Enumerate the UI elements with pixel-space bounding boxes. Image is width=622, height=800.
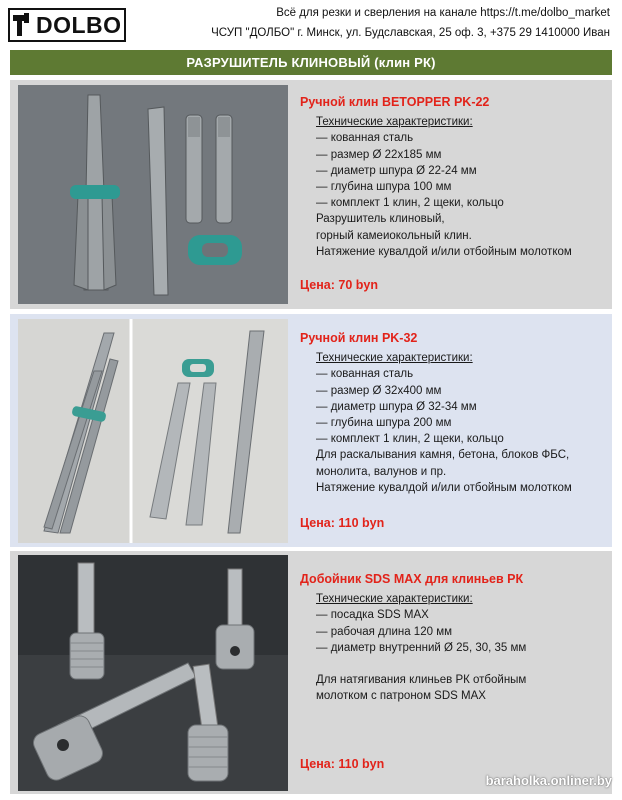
header-channel-line: Всё для резки и сверления на канале https://t.me/dolbo_market: [276, 7, 610, 19]
dolbo-logo: [8, 8, 126, 42]
description-line: молотком с патроном SDS MAX: [316, 690, 486, 703]
product-price: Цена: 110 byn: [300, 516, 385, 530]
product-title: Ручной клин BETOPPER PK-22: [300, 95, 490, 109]
spec-item: — глубина шпура 200 мм: [316, 417, 452, 430]
product-title: Добойник SDS MAX для клиньев РК: [300, 572, 524, 586]
spec-item: — посадка SDS MAX: [316, 609, 429, 622]
spec-item: — комплект 1 клин, 2 щеки, кольцо: [316, 197, 504, 210]
product-price: Цена: 110 byn: [300, 757, 385, 771]
page-title: РАЗРУШИТЕЛЬ КЛИНОВЫЙ (клин РК): [10, 50, 612, 75]
description-line: Натяжение кувалдой и/или отбойным молотком: [316, 481, 572, 494]
product-title: Ручной клин PK-32: [300, 331, 418, 345]
description-line: Разрушитель клиновый,: [316, 213, 445, 226]
spec-item: — рабочая длина 120 мм: [316, 625, 453, 638]
specs-heading: Технические характеристики:: [316, 352, 473, 365]
product-info-pk32: [300, 330, 606, 496]
spec-item: — кованная сталь: [316, 368, 414, 381]
spec-item: — диаметр внутренний Ø 25, 30, 35 мм: [316, 641, 527, 654]
specs-heading: Технические характеристики:: [316, 116, 473, 129]
product-info-sds-max: [300, 571, 606, 704]
spec-item: — комплект 1 клин, 2 щеки, кольцо: [316, 433, 504, 446]
spec-item: — размер Ø 32х400 мм: [316, 384, 442, 397]
spec-item: — глубина шпура 100 мм: [316, 181, 452, 194]
description-line: горный камеиокольный клин.: [316, 229, 472, 242]
spec-item: — диаметр шпура Ø 22-24 мм: [316, 164, 477, 177]
logo-text: DOLBO: [36, 11, 122, 38]
product-info-pk22: [300, 94, 606, 260]
spec-item: — кованная сталь: [316, 132, 414, 145]
description-line: Для раскалывания камня, бетона, блоков ФБС,: [316, 449, 570, 462]
product-section-2: [10, 314, 612, 547]
product-section-3: [10, 551, 612, 794]
product-section-1: [10, 80, 612, 309]
spec-item: — диаметр шпура Ø 32-34 мм: [316, 400, 477, 413]
description-line: Для натягивания клиньев РК отбойным: [316, 674, 527, 687]
product-price: Цена: 70 byn: [300, 278, 378, 292]
hammer-logo-icon: [10, 10, 34, 40]
page-header: [0, 0, 622, 50]
description-line: Натяжение кувалдой и/или отбойным молотком: [316, 245, 572, 258]
description-line: монолита, валунов и пр.: [316, 465, 447, 478]
watermark: baraholka.onliner.by: [485, 773, 612, 788]
header-contact-line: ЧСУП "ДОЛБО" г. Минск, ул. Будславская, 25 оф. 3, +375 29 1410000 Иван: [211, 27, 610, 39]
spec-item: — размер Ø 22х185 мм: [316, 148, 442, 161]
specs-heading: Технические характеристики:: [316, 593, 473, 606]
product-photo-sds-max: [18, 555, 288, 791]
product-photo-pk32: [18, 319, 288, 543]
product-photo-pk22: [18, 85, 288, 304]
